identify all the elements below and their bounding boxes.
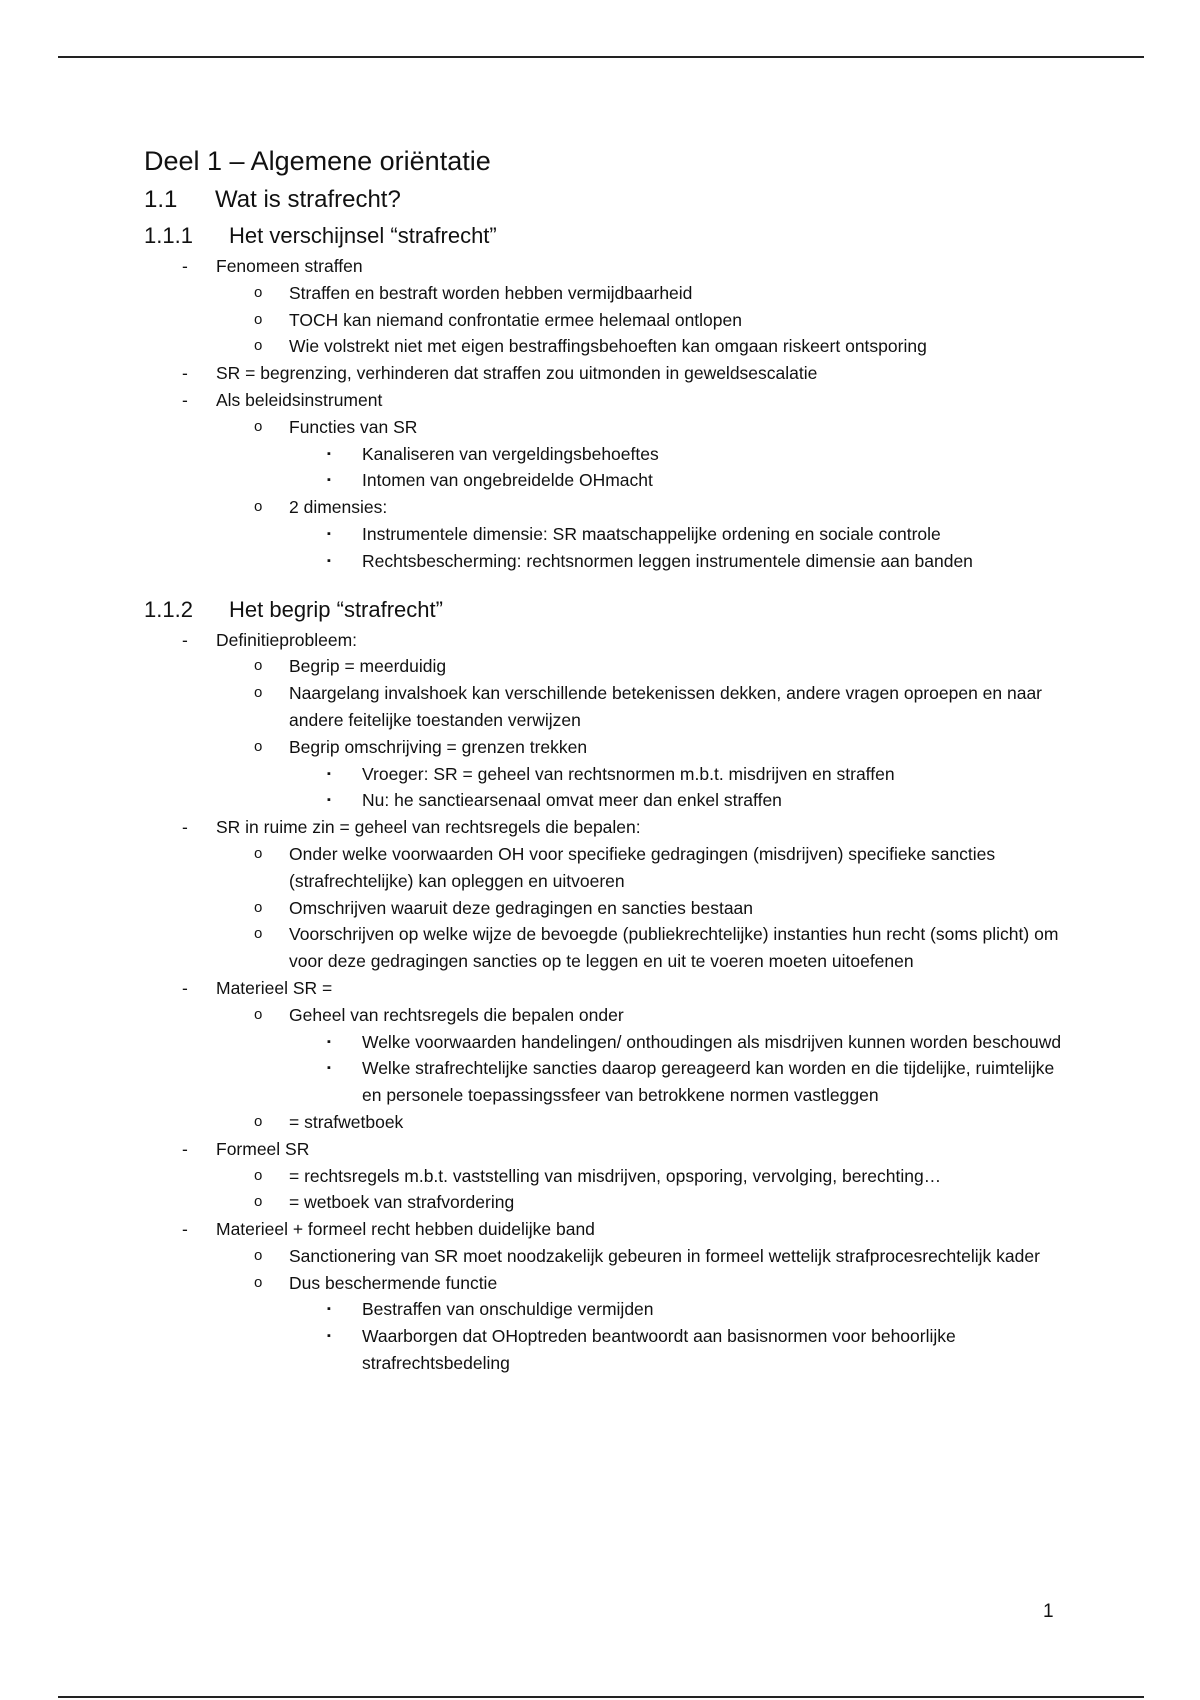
list-item: - Definitieprobleem: (144, 627, 1064, 654)
list-item: ▪ Kanaliseren van vergeldingsbehoeftes (144, 441, 1064, 468)
section-number: 1.1 (144, 186, 178, 213)
list-item: - SR = begrenzing, verhinderen dat straffen zou uitmonden in geweldsescalatie (144, 360, 1064, 387)
subsection-title: Het verschijnsel “strafrecht” (229, 223, 497, 248)
square-bullet: ▪ (327, 767, 331, 780)
circle-bullet: o (254, 283, 263, 301)
dash-bullet: - (182, 977, 188, 998)
list-item: - Als beleidsinstrument (144, 387, 1064, 414)
list-item: ▪ Vroeger: SR = geheel van rechtsnormen m.b.t. misdrijven en straffen (144, 761, 1064, 788)
list-item: o Voorschrijven op welke wijze de bevoegde (publiekrechtelijke) instanties hun recht (soms plicht) om voor deze gedragingen sancties op te leggen en uit te voeren moeten uitoefenen (144, 921, 1064, 975)
footer-rule (58, 1696, 1144, 1698)
list-item: ▪ Intomen van ongebreidelde OHmacht (144, 467, 1064, 494)
subsection-heading-1-1-1 (144, 219, 1064, 253)
circle-bullet: o (254, 417, 263, 435)
list-item: o = wetboek van strafvordering (144, 1189, 1064, 1216)
list-item: - Formeel SR (144, 1136, 1064, 1163)
dash-bullet: - (182, 256, 188, 276)
list-item: o Wie volstrekt niet met eigen bestraffingsbehoeften kan omgaan riskeert ontsporing (144, 333, 1064, 360)
dash-bullet: - (182, 363, 188, 384)
list-item: ▪ Waarborgen dat OHoptreden beantwoordt aan basisnormen voor behoorlijke strafrechtsbedeling (144, 1323, 1064, 1377)
circle-bullet: o (254, 1246, 263, 1264)
list-item: - Fenomeen straffen (144, 253, 1064, 280)
list-item: o Straffen en bestraft worden hebben vermijdbaarheid (144, 280, 1064, 307)
list-item: o = rechtsregels m.b.t. vaststelling van misdrijven, opsporing, vervolging, berechting… (144, 1163, 1064, 1190)
circle-bullet: o (254, 1193, 263, 1211)
list-item: ▪ Welke strafrechtelijke sancties daarop gereageerd kan worden en die tijdelijke, ruimtelijke en personele toepassingssfeer van betrokkene normen vastleggen (144, 1055, 1064, 1109)
subsection-number: 1.1.2 (144, 596, 193, 622)
circle-bullet: o (254, 737, 263, 755)
circle-bullet: o (254, 1112, 263, 1130)
dash-bullet: - (182, 389, 188, 410)
list-item: o Geheel van rechtsregels die bepalen onder (144, 1002, 1064, 1029)
dash-bullet: - (182, 1138, 188, 1159)
part-title: Deel 1 – Algemene oriëntatie (144, 146, 491, 176)
list-item: ▪ Nu: he sanctiearsenaal omvat meer dan enkel straffen (144, 787, 1064, 814)
list-item: o Onder welke voorwaarden OH voor specifieke gedragingen (misdrijven) specifieke sancties (strafrechtelijke) kan opleggen en uitvoeren (144, 841, 1064, 895)
list-item: o Omschrijven waaruit deze gedragingen en sancties bestaan (144, 895, 1064, 922)
square-bullet: ▪ (327, 1062, 331, 1075)
list-item: o TOCH kan niemand confrontatie ermee helemaal ontlopen (144, 307, 1064, 334)
circle-bullet: o (254, 657, 263, 675)
list-item: ▪ Instrumentele dimensie: SR maatschappelijke ordening en sociale controle (144, 521, 1064, 548)
dash-bullet: - (182, 629, 188, 650)
list-item: ▪ Rechtsbescherming: rechtsnormen leggen instrumentele dimensie aan banden (144, 548, 1064, 575)
circle-bullet: o (254, 1273, 263, 1291)
circle-bullet: o (254, 844, 263, 862)
square-bullet: ▪ (327, 554, 331, 567)
circle-bullet: o (254, 498, 263, 516)
circle-bullet: o (254, 925, 263, 943)
list-item: o Naargelang invalshoek kan verschillende betekenissen dekken, andere vragen oproepen en naar andere feitelijke toestanden verwijzen (144, 680, 1064, 734)
list-item: o Sanctionering van SR moet noodzakelijk gebeuren in formeel wettelijk strafprocesrechtelijk kader (144, 1243, 1064, 1270)
subsection-heading-1-1-2 (144, 593, 1064, 627)
header-rule (58, 56, 1144, 58)
list-item: o 2 dimensies: (144, 494, 1064, 521)
square-bullet: ▪ (327, 1330, 331, 1343)
document-body (144, 143, 1064, 1377)
list-item: o Dus beschermende functie (144, 1270, 1064, 1297)
dash-bullet: - (182, 1219, 188, 1240)
square-bullet: ▪ (327, 474, 331, 487)
subsection-title: Het begrip “strafrecht” (229, 596, 443, 622)
circle-bullet: o (254, 1005, 263, 1023)
list-item: o Begrip = meerduidig (144, 653, 1064, 680)
list-1-1-2 (144, 627, 1064, 1377)
section-heading (144, 183, 1064, 217)
page-number: 1 (1043, 1601, 1054, 1622)
square-bullet: ▪ (327, 527, 331, 540)
list-item: ▪ Bestraffen van onschuldige vermijden (144, 1296, 1064, 1323)
square-bullet: ▪ (327, 1035, 331, 1048)
list-item: ▪ Welke voorwaarden handelingen/ onthoudingen als misdrijven kunnen worden beschouwd (144, 1029, 1064, 1056)
list-item: o Functies van SR (144, 414, 1064, 441)
subsection-number: 1.1.1 (144, 223, 193, 248)
square-bullet: ▪ (327, 1303, 331, 1316)
square-bullet: ▪ (327, 447, 331, 460)
list-1-1-1 (144, 253, 1064, 575)
list-item: - Materieel + formeel recht hebben duidelijke band (144, 1216, 1064, 1243)
list-item: - Materieel SR = (144, 975, 1064, 1002)
list-item: o = strafwetboek (144, 1109, 1064, 1136)
circle-bullet: o (254, 684, 263, 702)
circle-bullet: o (254, 898, 263, 916)
list-item: o Begrip omschrijving = grenzen trekken (144, 734, 1064, 761)
dash-bullet: - (182, 817, 188, 838)
circle-bullet: o (254, 337, 263, 355)
list-item: - SR in ruime zin = geheel van rechtsregels die bepalen: (144, 814, 1064, 841)
square-bullet: ▪ (327, 794, 331, 807)
circle-bullet: o (254, 310, 263, 328)
section-title: Wat is strafrecht? (215, 186, 401, 213)
circle-bullet: o (254, 1166, 263, 1184)
